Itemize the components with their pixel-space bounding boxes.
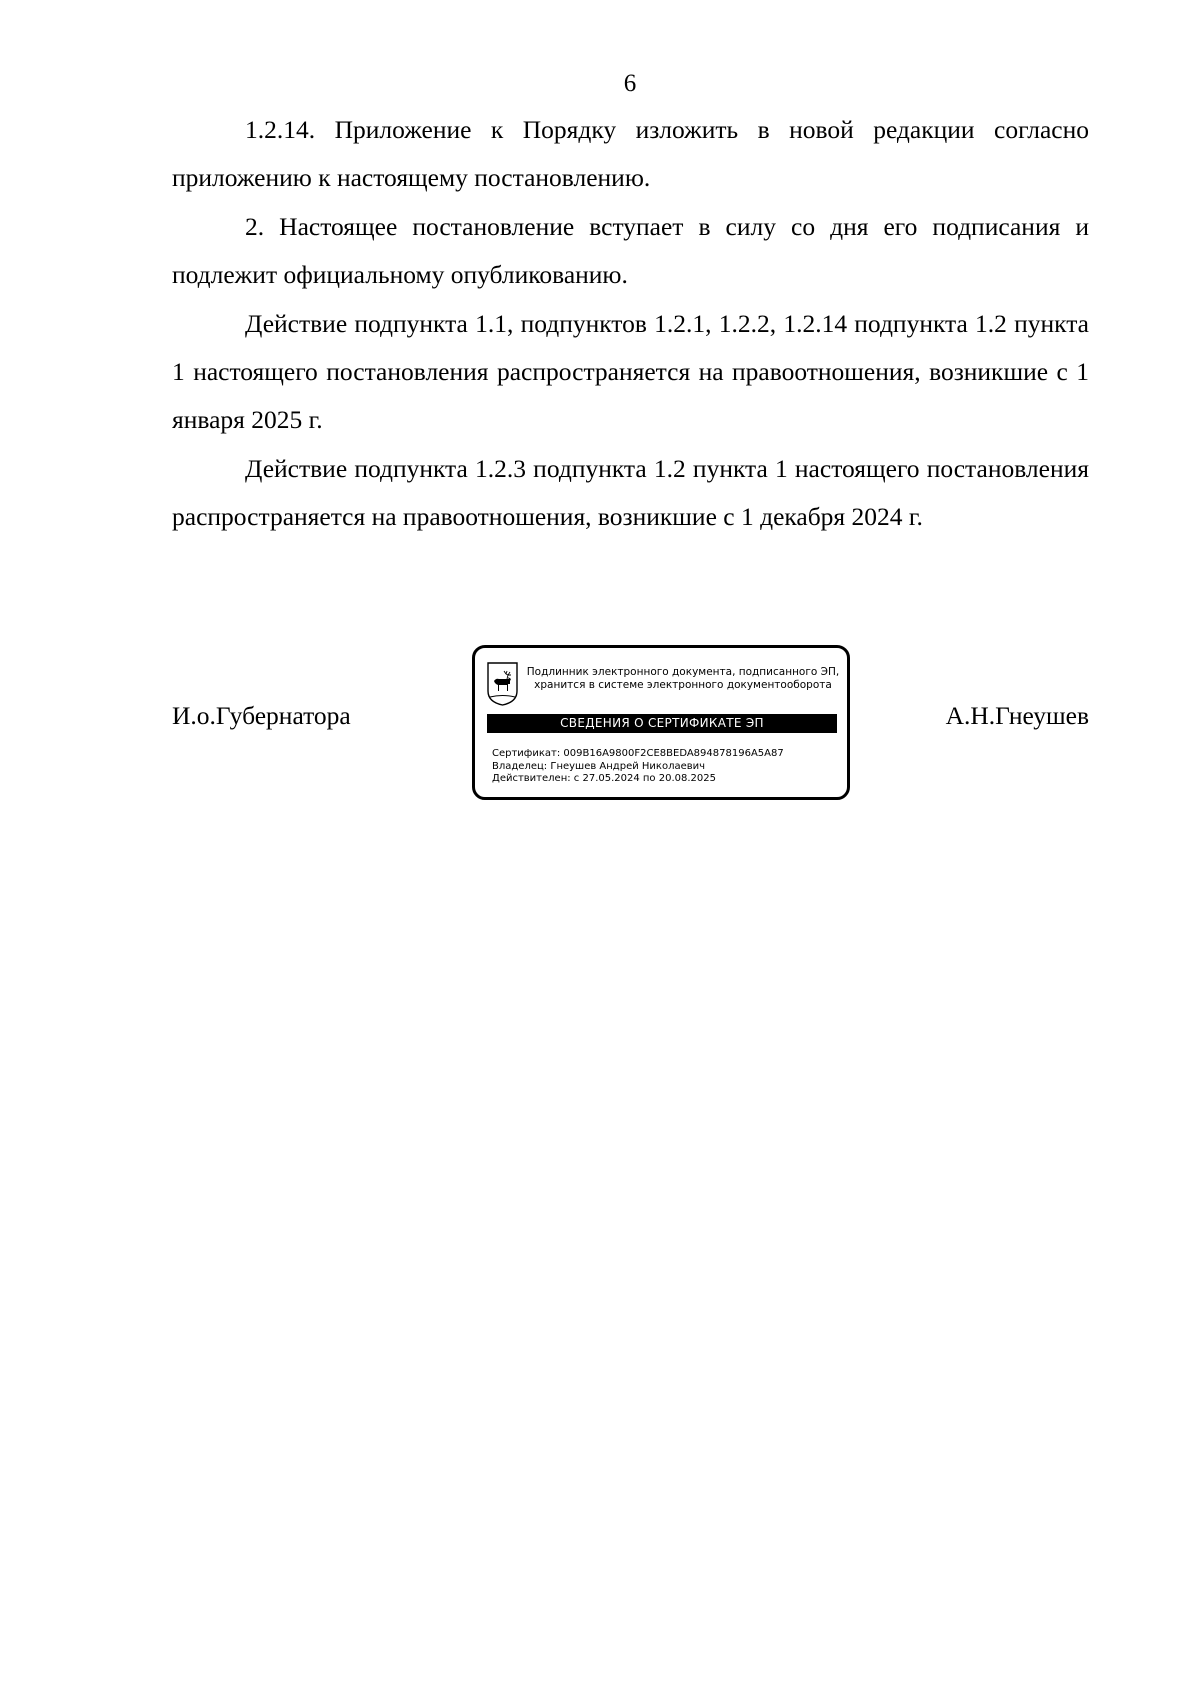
stamp-details [492, 748, 842, 786]
signature-block [172, 645, 1089, 805]
coat-of-arms-icon [486, 661, 519, 707]
certificate-validity: Действителен: с 27.05.2024 по 20.08.2025 [492, 773, 716, 784]
stamp-header-line-2: хранится в системе электронного документооборота [534, 679, 832, 691]
stamp-title-bar: СВЕДЕНИЯ О СЕРТИФИКАТЕ ЭП [487, 714, 837, 733]
paragraph-effect-jan-2025: Действие подпункта 1.1, подпунктов 1.2.1, 1.2.2, 1.2.14 подпункта 1.2 пункта 1 настоящего постановления распространяется на правоотношения, возникшие с 1 января 2025 г. [172, 309, 1089, 434]
paragraph-effect-dec-2024: Действие подпункта 1.2.3 подпункта 1.2 пункта 1 настоящего постановления распространяется на правоотношения, возникшие с 1 декабря 2024 г. [172, 454, 1089, 531]
stamp-header [523, 666, 843, 692]
signatory-position: И.о.Губернатора [172, 701, 351, 730]
document-body [172, 106, 1089, 542]
paragraph-2: 2. Настоящее постановление вступает в силу со дня его подписания и подлежит официальному опубликованию. [172, 212, 1089, 289]
certificate-number: Сертификат: 009B16A9800F2CE8BEDA894878196A5A87 [492, 748, 784, 759]
paragraph-1-2-14: 1.2.14. Приложение к Порядку изложить в новой редакции согласно приложению к настоящему постановлению. [172, 115, 1089, 192]
stamp-header-line-1: Подлинник электронного документа, подписанного ЭП, [526, 666, 840, 678]
page-number: 6 [623, 70, 637, 97]
signatory-name: А.Н.Гнеушев [945, 701, 1089, 730]
electronic-signature-stamp [472, 645, 850, 800]
certificate-owner: Владелец: Гнеушев Андрей Николаевич [492, 760, 706, 772]
